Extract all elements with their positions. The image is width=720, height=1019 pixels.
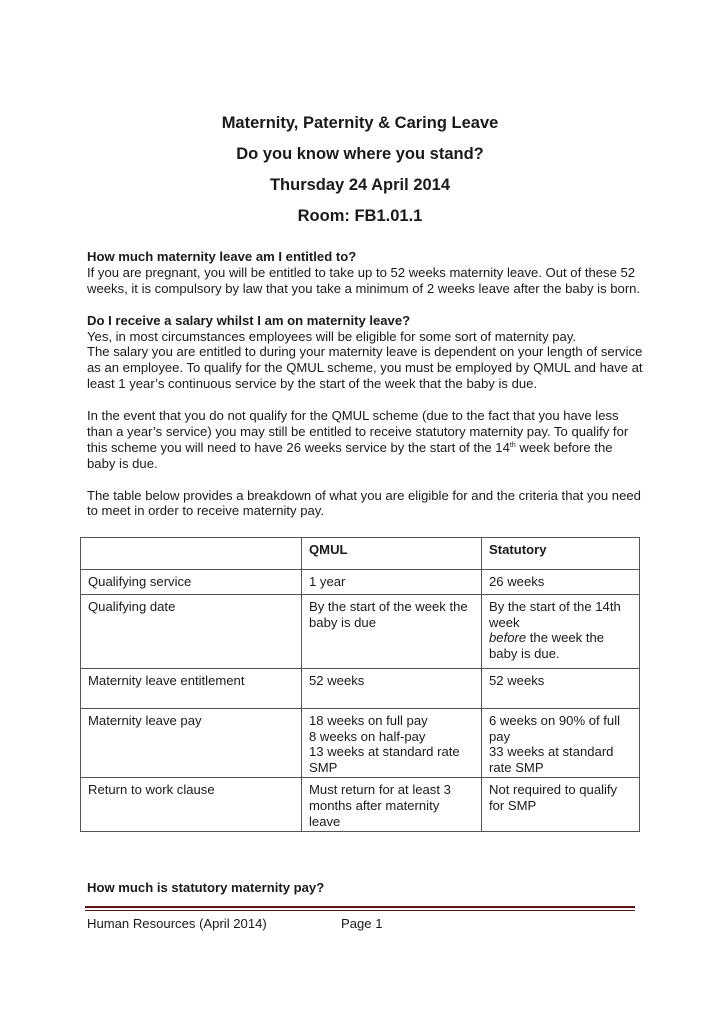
question-heading: How much maternity leave am I entitled to? xyxy=(87,249,357,264)
table-row xyxy=(81,570,640,595)
paragraph: In the event that you do not qualify for the QMUL scheme (due to the fact that you have less than a year’s service) you may still be entitled to receive statutory maternity pay. To qualify for this scheme you will need to have 26 weeks service by the start of the 14 xyxy=(87,408,629,455)
question-heading: How much is statutory maternity pay? xyxy=(87,880,325,895)
body-text xyxy=(87,249,643,535)
section-salary xyxy=(87,313,643,393)
paragraph: Yes, in most circumstances employees will be eligible for some sort of maternity pay. xyxy=(87,328,577,344)
cell-line: 33 weeks at standard rate SMP xyxy=(489,744,614,775)
footer-department: Human Resources (April 2014) xyxy=(87,916,267,931)
table-row xyxy=(81,669,640,709)
section-statutory xyxy=(87,408,643,472)
table-cell: Must return for at least 3 months after maternity leave xyxy=(302,778,482,832)
event-date: Thursday 24 April 2014 xyxy=(269,176,451,194)
table-header-cell: Statutory xyxy=(482,538,640,570)
question-heading: Do I receive a salary whilst I am on maternity leave? xyxy=(87,312,411,328)
table-cell: 52 weeks xyxy=(482,669,640,709)
cell-line: 6 weeks on 90% of full pay xyxy=(489,713,621,744)
table-cell xyxy=(482,709,640,778)
table-row xyxy=(81,595,640,669)
table-cell: Qualifying date xyxy=(81,595,302,669)
table-cell xyxy=(302,709,482,778)
paragraph: If you are pregnant, you will be entitled to take up to 52 weeks maternity leave. Out of these 52 weeks, it is compulsory by law that you take a minimum of 2 weeks leave after the baby is born. xyxy=(87,264,641,296)
table-header-cell: QMUL xyxy=(302,538,482,570)
footer-rule-thin xyxy=(85,910,635,911)
document-title: Maternity, Paternity & Caring Leave xyxy=(221,114,499,132)
cell-line: 18 weeks on full pay xyxy=(309,713,428,728)
table-cell: By the start of the week the baby is due xyxy=(302,595,482,669)
table-cell: Maternity leave pay xyxy=(81,709,302,778)
table-cell xyxy=(482,595,640,669)
table-cell: 1 year xyxy=(302,570,482,595)
table-cell: Qualifying service xyxy=(81,570,302,595)
table-cell: Return to work clause xyxy=(81,778,302,832)
table-row xyxy=(81,709,640,778)
cell-text: By the start of the 14th week xyxy=(489,599,621,630)
table-cell: Not required to qualify for SMP xyxy=(482,778,640,832)
event-room: Room: FB1.01.1 xyxy=(297,207,423,225)
superscript: th xyxy=(509,441,516,449)
cell-text: the week the baby is due. xyxy=(489,630,605,661)
footer-rule xyxy=(85,906,635,908)
page-number: Page 1 xyxy=(341,916,383,931)
table-row xyxy=(81,778,640,832)
paragraph: The table below provides a breakdown of what you are eligible for and the criteria that you need to meet in order to receive maternity pay. xyxy=(87,487,641,519)
title-block xyxy=(0,113,720,237)
table-cell: Maternity leave entitlement xyxy=(81,669,302,709)
section-leave-entitlement xyxy=(87,249,643,297)
paragraph: The salary you are entitled to during your maternity leave is dependent on your length of service as an employee. To qualify for the QMUL scheme, you must be employed by QMUL and have at least 1 year’s continuous service by the start of the week that the baby is due. xyxy=(87,344,643,392)
section-table-intro xyxy=(87,488,643,520)
maternity-pay-table xyxy=(80,537,640,832)
table-header-row xyxy=(81,538,640,570)
cell-line: 13 weeks at standard rate SMP xyxy=(309,744,460,775)
table-header-cell xyxy=(81,538,302,570)
table-cell: 26 weeks xyxy=(482,570,640,595)
table-cell: 52 weeks xyxy=(302,669,482,709)
cell-emphasis: before xyxy=(489,630,527,646)
document-subtitle: Do you know where you stand? xyxy=(236,145,484,163)
paragraph: week before the baby is due. xyxy=(87,439,613,471)
cell-line: 8 weeks on half-pay xyxy=(309,728,426,744)
